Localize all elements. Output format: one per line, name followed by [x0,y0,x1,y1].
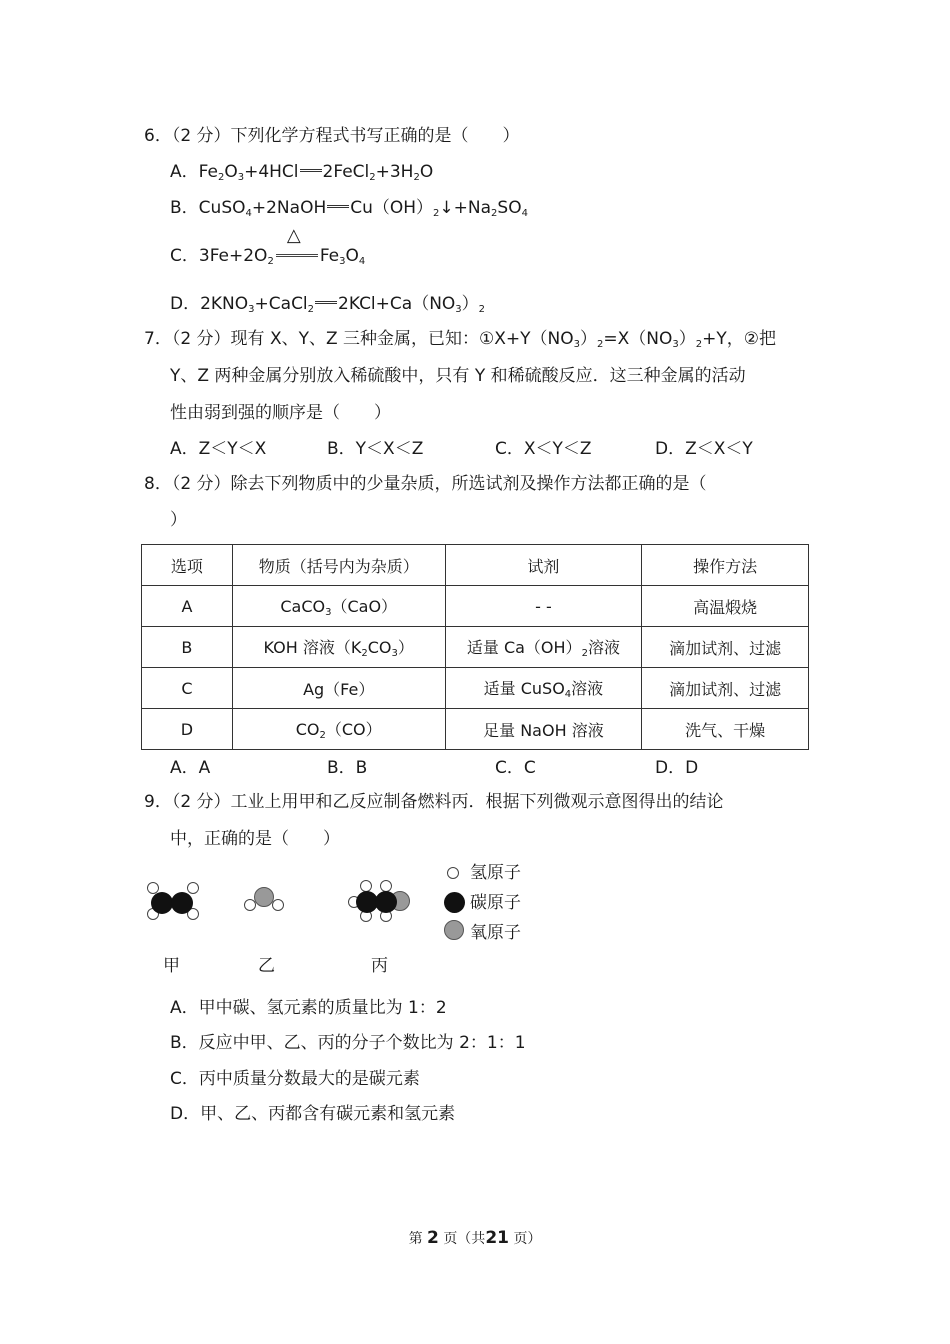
table-cell-option: D [142,709,233,750]
total-page-number: 21 [485,1228,509,1248]
table-cell-reagent: - - [445,586,642,627]
legend-carbon-label: 碳原子 [470,893,521,913]
options-table [141,544,809,750]
q8-option-a: A．A [170,758,211,778]
table-cell-option: C [142,668,233,709]
carbon-legend-icon [444,892,465,913]
equals-sign [315,301,337,304]
equals-sign [300,169,322,172]
q7-option-c: C．X＜Y＜Z [495,439,592,459]
heat-triangle-icon: △ [286,225,301,246]
table-header: 试剂 [445,545,642,586]
table-cell-reagent: 适量 CuSO$_4$溶液 [445,668,642,709]
q6-option-b: B．CuSO$_4$+2NaOH $Cu(OH)_2↓+Na_2SO_4$ [170,198,528,219]
carbon-atom [375,891,397,913]
molecule-label-yi: 乙 [258,956,275,976]
table-row [142,627,809,668]
q9-option-b: B．反应中甲、乙、丙的分子个数比为 2：1：1 [170,1033,526,1053]
molecule-yi [242,884,288,916]
q7-stem-line3: 性由弱到强的顺序是（ ） [170,403,391,423]
q9-option-a: A．甲中碳、氢元素的质量比为 1：2 [170,998,447,1018]
q7-stem-line1: 7．（2 分）现有 X、Y、Z 三种金属，已知：$①X+Y(NO_3)_2=X(NO_3)_2+Y$，②把 [144,329,777,350]
table-cell-substance: Ag（Fe） [232,668,445,709]
molecule-label-bing: 丙 [371,956,388,976]
table-row [142,668,809,709]
q8-option-c: C．C [495,758,536,778]
table-header: 操作方法 [642,545,809,586]
carbon-atom [171,892,193,914]
q8-stem-line1: 8．（2 分）除去下列物质中的少量杂质，所选试剂及操作方法都正确的是（ [144,474,707,494]
oxygen-atom [254,887,274,907]
hydrogen-atom [187,882,199,894]
table-cell-reagent: 足量 NaOH 溶液 [445,709,642,750]
equals-sign [327,205,349,208]
hydrogen-atom [272,899,284,911]
table-cell-method: 滴加试剂、过滤 [642,668,809,709]
table-header: 物质（括号内为杂质） [232,545,445,586]
hydrogen-legend-icon [447,867,459,879]
table-header: 选项 [142,545,233,586]
table-cell-method: 滴加试剂、过滤 [642,627,809,668]
molecule-bing [346,878,418,924]
q6-stem: 6．（2 分）下列化学方程式书写正确的是（ ） [144,126,520,146]
molecule-jia [144,880,206,924]
table-header-row [142,545,809,586]
q7-option-d: D．Z＜X＜Y [655,439,753,459]
legend-oxygen-label: 氧原子 [470,923,521,943]
legend-hydrogen-label: 氢原子 [470,863,521,883]
q8-option-d: D．D [655,758,699,778]
table-cell-method: 洗气、干燥 [642,709,809,750]
carbon-atom [151,892,173,914]
q7-stem-line2: Y、Z 两种金属分别放入稀硫酸中，只有 Y 和稀硫酸反应．这三种金属的活动 [170,366,746,386]
q9-stem-line1: 9．（2 分）工业上用甲和乙反应制备燃料丙．根据下列微观示意图得出的结论 [144,792,724,812]
table-cell-substance: $CO_2(CO)$ [232,709,445,750]
q6-option-c: C．$3Fe+2O_2$ △ $Fe_3O_4$ [170,225,366,267]
table-cell-method: 高温煅烧 [642,586,809,627]
oxygen-legend-icon [444,920,464,940]
table-cell-reagent: 适量 $Ca(OH)_2$溶液 [445,627,642,668]
table-row [142,586,809,627]
q6-option-a: A．$Fe_2O_3+4HCl$ $2FeCl_2+3H_2O$ [170,162,434,183]
page-footer: 第 2 页（共21 页） [408,1228,542,1248]
table-cell-substance: KOH 溶液$(K_2CO_3)$ [232,627,445,668]
q9-option-c: C．丙中质量分数最大的是碳元素 [170,1069,420,1089]
table-cell-option: B [142,627,233,668]
table-row [142,709,809,750]
current-page-number: 2 [427,1228,439,1248]
table-cell-option: A [142,586,233,627]
q8-option-b: B．B [327,758,368,778]
q7-option-b: B．Y＜X＜Z [327,439,424,459]
heating-condition [276,225,318,262]
molecule-label-jia: 甲 [163,956,180,976]
q7-option-a: A．Z＜Y＜X [170,439,267,459]
table-cell-substance: CaCO$_3$（CaO） [232,586,445,627]
q9-stem-line2: 中，正确的是（ ） [170,829,340,849]
q6-option-d: D．$2KNO_3+CaCl_2$ $2KCl+Ca(NO_3)_2$ [170,294,486,315]
q8-stem-line2: ） [170,510,187,530]
q9-option-d: D．甲、乙、丙都含有碳元素和氢元素 [170,1104,456,1124]
